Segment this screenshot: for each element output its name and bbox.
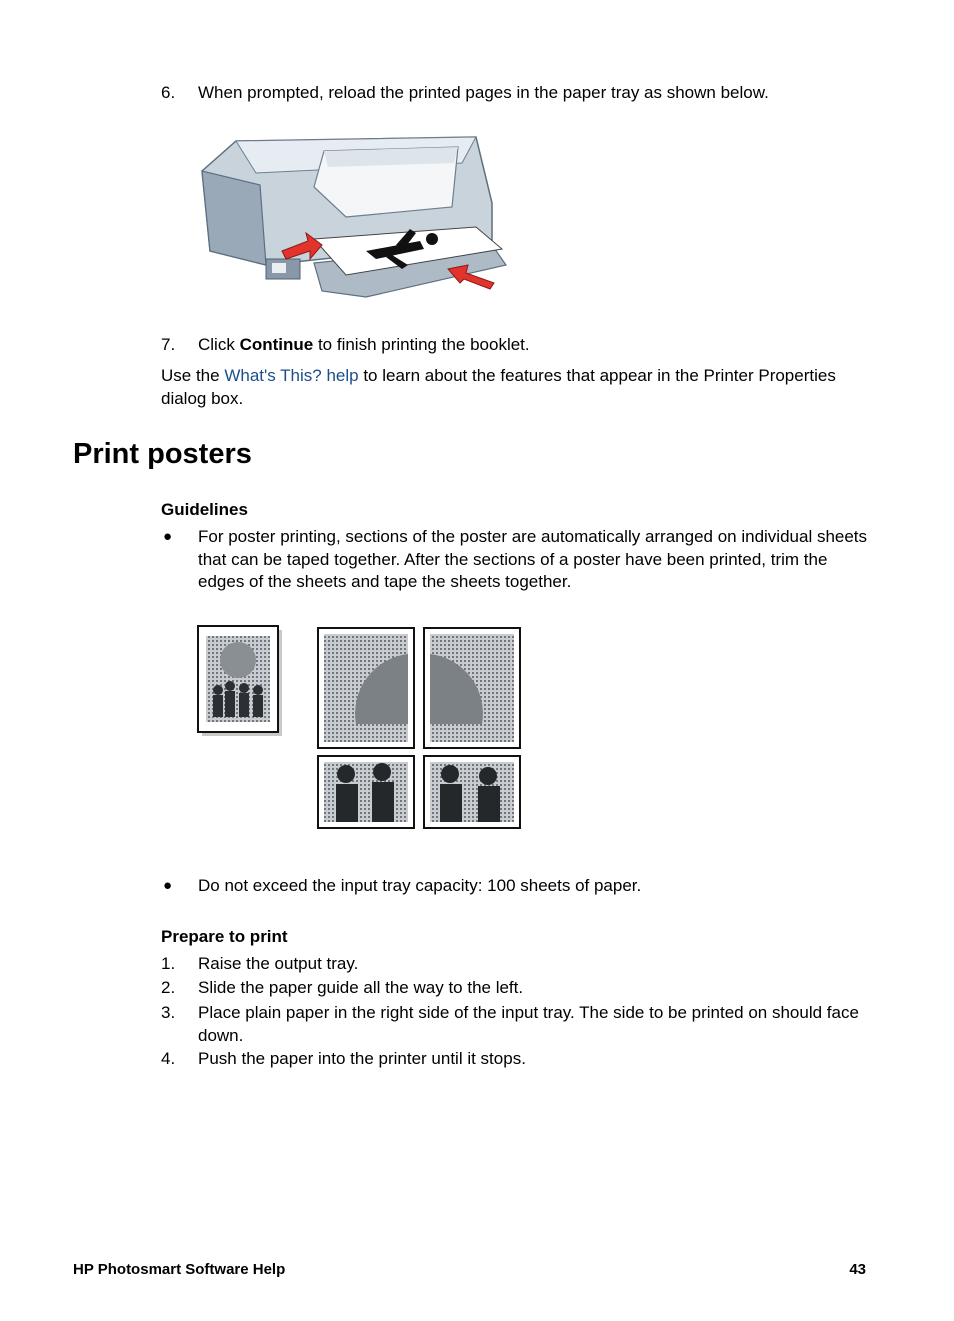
help-post: to learn about the features that appear in the Printer Properties dialog box. [161,366,836,408]
page-number: 43 [849,1261,866,1278]
step-7-pre: Click [198,335,240,354]
section-title: Print posters [73,438,252,470]
guidelines-heading: Guidelines [161,500,248,519]
help-paragraph [161,365,871,410]
prepare-heading: Prepare to print [161,927,288,946]
guideline-2-text: Do not exceed the input tray capacity: 100 sheets of paper. [198,876,642,895]
bullet-1-icon: ● [163,528,173,545]
prepare-step-4-text: Push the paper into the printer until it stops. [198,1049,526,1068]
help-pre: Use the [161,366,225,385]
step-6-number: 6. [161,83,176,102]
poster-tiles-icon [196,624,526,832]
step-7-number: 7. [161,335,176,354]
whats-this-help-link[interactable]: What's This? help [224,366,359,385]
guideline-1-text: For poster printing, sections of the poster are automatically arranged on individual sheets that can be taped together. After the sections of a poster have been printed, trim the edges of the sheets and tape the sheets together. [198,527,868,591]
prepare-step-1-number: 1. [161,954,176,973]
prepare-step-1-text: Raise the output tray. [198,954,359,973]
prepare-step-2-text: Slide the paper guide all the way to the left. [198,978,524,997]
continue-label: Continue [239,335,314,354]
step-7-post: to finish printing the booklet. [313,335,530,354]
prepare-step-4-number: 4. [161,1049,176,1068]
prepare-step-2-number: 2. [161,978,176,997]
prepare-step-3-number: 3. [161,1003,176,1022]
footer-title: HP Photosmart Software Help [73,1261,286,1278]
step-7-text [198,334,878,357]
step-6-text: When prompted, reload the printed pages in the paper tray as shown below. [198,83,769,102]
bullet-2-icon: ● [163,877,173,894]
printer-loading-icon [196,133,508,301]
prepare-step-3-text: Place plain paper in the right side of the input tray. The side to be printed on should face down. [198,1003,859,1045]
